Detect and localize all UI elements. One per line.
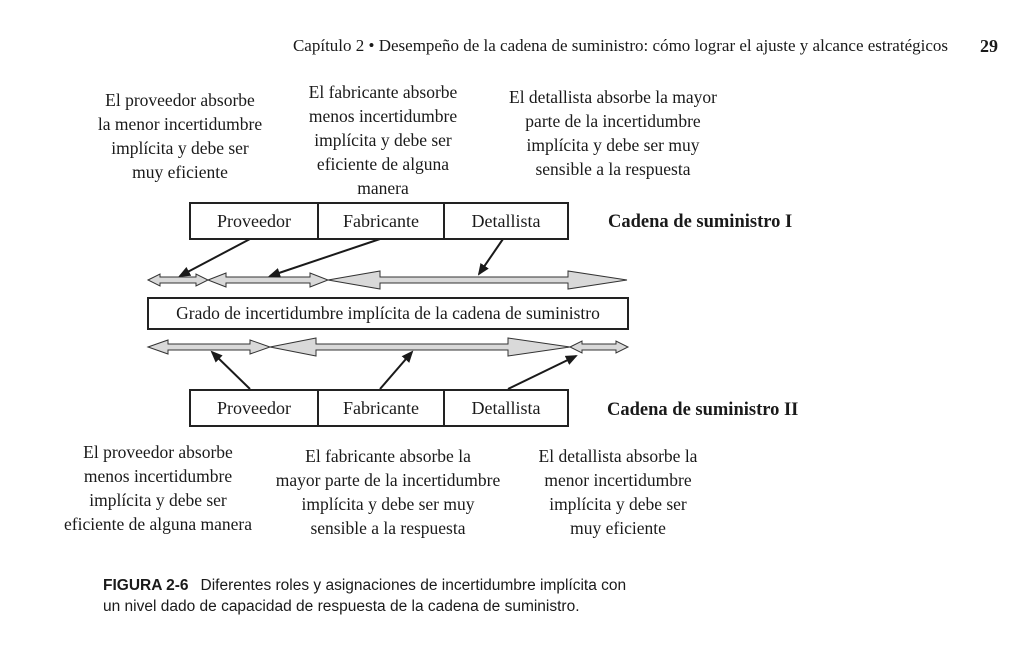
supply-chain-i-label: Cadena de suministro I	[608, 212, 793, 232]
stage-ii-retailer: Detallista	[443, 391, 567, 425]
pointer-arrow-i-retailer	[479, 239, 503, 274]
supply-chain-i-stages	[189, 202, 569, 240]
figure-caption	[103, 575, 626, 617]
description-i-manufacturer: El fabricante absorbe menos incertidumbre implícita y debe ser eficiente de alguna manera	[308, 82, 458, 198]
range-arrow-ii-manufacturer	[270, 338, 570, 356]
caption-line-1: Diferentes roles y asignaciones de incertidumbre implícita con	[200, 577, 627, 594]
pointer-arrow-i-manufacturer	[270, 239, 380, 276]
range-arrow-ii-retailer	[570, 341, 628, 353]
page-number: 29	[980, 36, 998, 56]
description-ii-supplier: El proveedor absorbe menos incertidumbre implícita y debe ser eficiente de alguna manera	[63, 442, 252, 534]
range-arrow-i-retailer	[328, 271, 627, 289]
stage-i-supplier: Proveedor	[217, 210, 291, 231]
range-arrow-i-supplier	[148, 274, 208, 286]
stage-i-retailer: Detallista	[443, 204, 567, 238]
description-i-retailer: El detallista absorbe la mayor parte de la incertidumbre implícita y debe ser muy sensible a la respuesta	[509, 87, 717, 179]
stage-ii-supplier: Proveedor	[217, 397, 291, 418]
supply-chain-ii-stages	[189, 389, 569, 427]
supply-chain-ii-label: Cadena de suministro II	[607, 400, 799, 420]
pointer-arrow-i-supplier	[180, 239, 250, 276]
pointer-arrow-ii-manufacturer	[380, 352, 412, 389]
uncertainty-grade-box: Grado de incertidumbre implícita de la cadena de suministro	[147, 297, 629, 330]
description-ii-manufacturer: El fabricante absorbe la mayor parte de la incertidumbre implícita y debe ser muy sensible a la respuesta	[275, 446, 501, 538]
description-i-supplier: El proveedor absorbe la menor incertidumbre implícita y debe ser muy eficiente	[97, 90, 263, 182]
range-arrow-i-manufacturer	[208, 273, 328, 287]
pointer-arrow-ii-retailer	[508, 356, 576, 389]
pointer-arrow-ii-supplier	[212, 352, 250, 389]
stage-ii-manufacturer: Fabricante	[317, 391, 443, 425]
figure-label: FIGURA 2-6	[103, 577, 189, 594]
range-arrow-ii-supplier	[148, 340, 270, 354]
description-ii-retailer: El detallista absorbe la menor incertidumbre implícita y debe ser muy eficiente	[538, 446, 698, 538]
chapter-title: Capítulo 2 • Desempeño de la cadena de suministro: cómo lograr el ajuste y alcance estratégicos	[292, 36, 948, 55]
caption-line-2: un nivel dado de capacidad de respuesta de la cadena de suministro.	[103, 598, 580, 615]
stage-i-manufacturer: Fabricante	[317, 204, 443, 238]
